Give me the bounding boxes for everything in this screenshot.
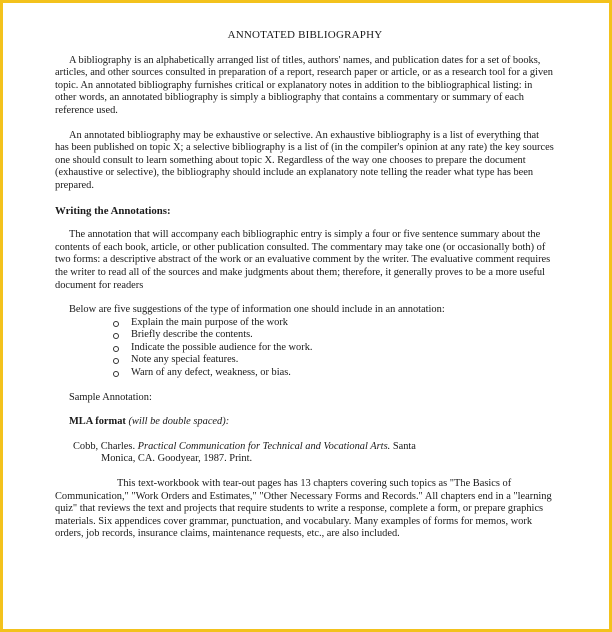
list-item: Note any special features. bbox=[113, 354, 555, 367]
citation-entry bbox=[73, 441, 555, 466]
sample-annotation-label: Sample Annotation: bbox=[69, 391, 152, 403]
circle-bullet-icon bbox=[113, 321, 119, 327]
list-item: Briefly describe the contents. bbox=[113, 329, 555, 342]
annotation-description-paragraph: The annotation that will accompany each bibliographic entry is simply a four or five sentence summary about the contents of each book, article, or other publication consulted. The commentary may take one (or occasionally both) of two forms: a descriptive abstract of the work or an evaluative comment by the writer. The evaluative comment requires the writer to read all of the sources and make judgments about them; therefore, it generally proves to be a more useful document for readers bbox=[55, 229, 551, 291]
suggestions-intro: Below are five suggestions of the type of information one should include in an annotation: bbox=[69, 304, 445, 316]
citation-title: Practical Communication for Technical and Vocational Arts. bbox=[137, 440, 391, 452]
section-heading: Writing the Annotations: bbox=[55, 204, 171, 217]
suggestions-list bbox=[55, 317, 555, 380]
mla-format-bold: MLA format bbox=[69, 416, 126, 428]
exhaustive-selective-paragraph: An annotated bibliography may be exhaustive or selective. An exhaustive bibliography is a list of everything that has been published on topic X; a selective bibliography is a list of (in the compiler's opinion at any rate) the key sources one should consult to learn something about topic X. Regardless of the way one chooses to prepare the document (exhaustive or selective), the bibliography should include an explanatory note telling the reader what type has been prepared. bbox=[55, 129, 554, 191]
document-title: ANNOTATED BIBLIOGRAPHY bbox=[227, 29, 383, 41]
mla-format-label bbox=[69, 416, 555, 429]
list-item: Explain the main purpose of the work bbox=[113, 317, 555, 330]
intro-paragraph: A bibliography is an alphabetically arranged list of titles, authors' names, and publication dates for a set of books, articles, and other sources consulted in preparation of a report, research paper or article, or as a research tool for a given topic. An annotated bibliography furnishes critical or explanatory notes in addition to the bibliographical listing: in other words, an annotated bibliography is simply a bibliography that contains a commentary or summary of each reference used. bbox=[55, 54, 553, 116]
citation-place: Santa bbox=[392, 440, 416, 452]
mla-format-note: (will be double spaced): bbox=[128, 416, 230, 428]
citation-publication: Monica, CA. Goodyear, 1987. Print. bbox=[101, 453, 253, 465]
circle-bullet-icon bbox=[113, 371, 119, 377]
list-item: Indicate the possible audience for the work. bbox=[113, 342, 555, 355]
circle-bullet-icon bbox=[113, 346, 119, 352]
circle-bullet-icon bbox=[113, 358, 119, 364]
list-item: Warn of any defect, weakness, or bias. bbox=[113, 367, 555, 380]
document-body bbox=[55, 29, 555, 541]
circle-bullet-icon bbox=[113, 333, 119, 339]
citation-author: Cobb, Charles. bbox=[73, 440, 136, 452]
sample-annotation-text: This text-workbook with tear-out pages has 13 chapters covering such topics as "The Basics of Communication," "Work Orders and Estimates," "Other Necessary Forms and Records." All chapters end in a "learning quiz" that reviews the text and projects that require students to write a response, complete a form, or prepare graphics materials. Six appendices cover grammar, punctuation, and vocabulary. Many examples of forms for memos, work orders, job records, insurance claims, maintenance requests, etc., are also included. bbox=[55, 478, 552, 540]
